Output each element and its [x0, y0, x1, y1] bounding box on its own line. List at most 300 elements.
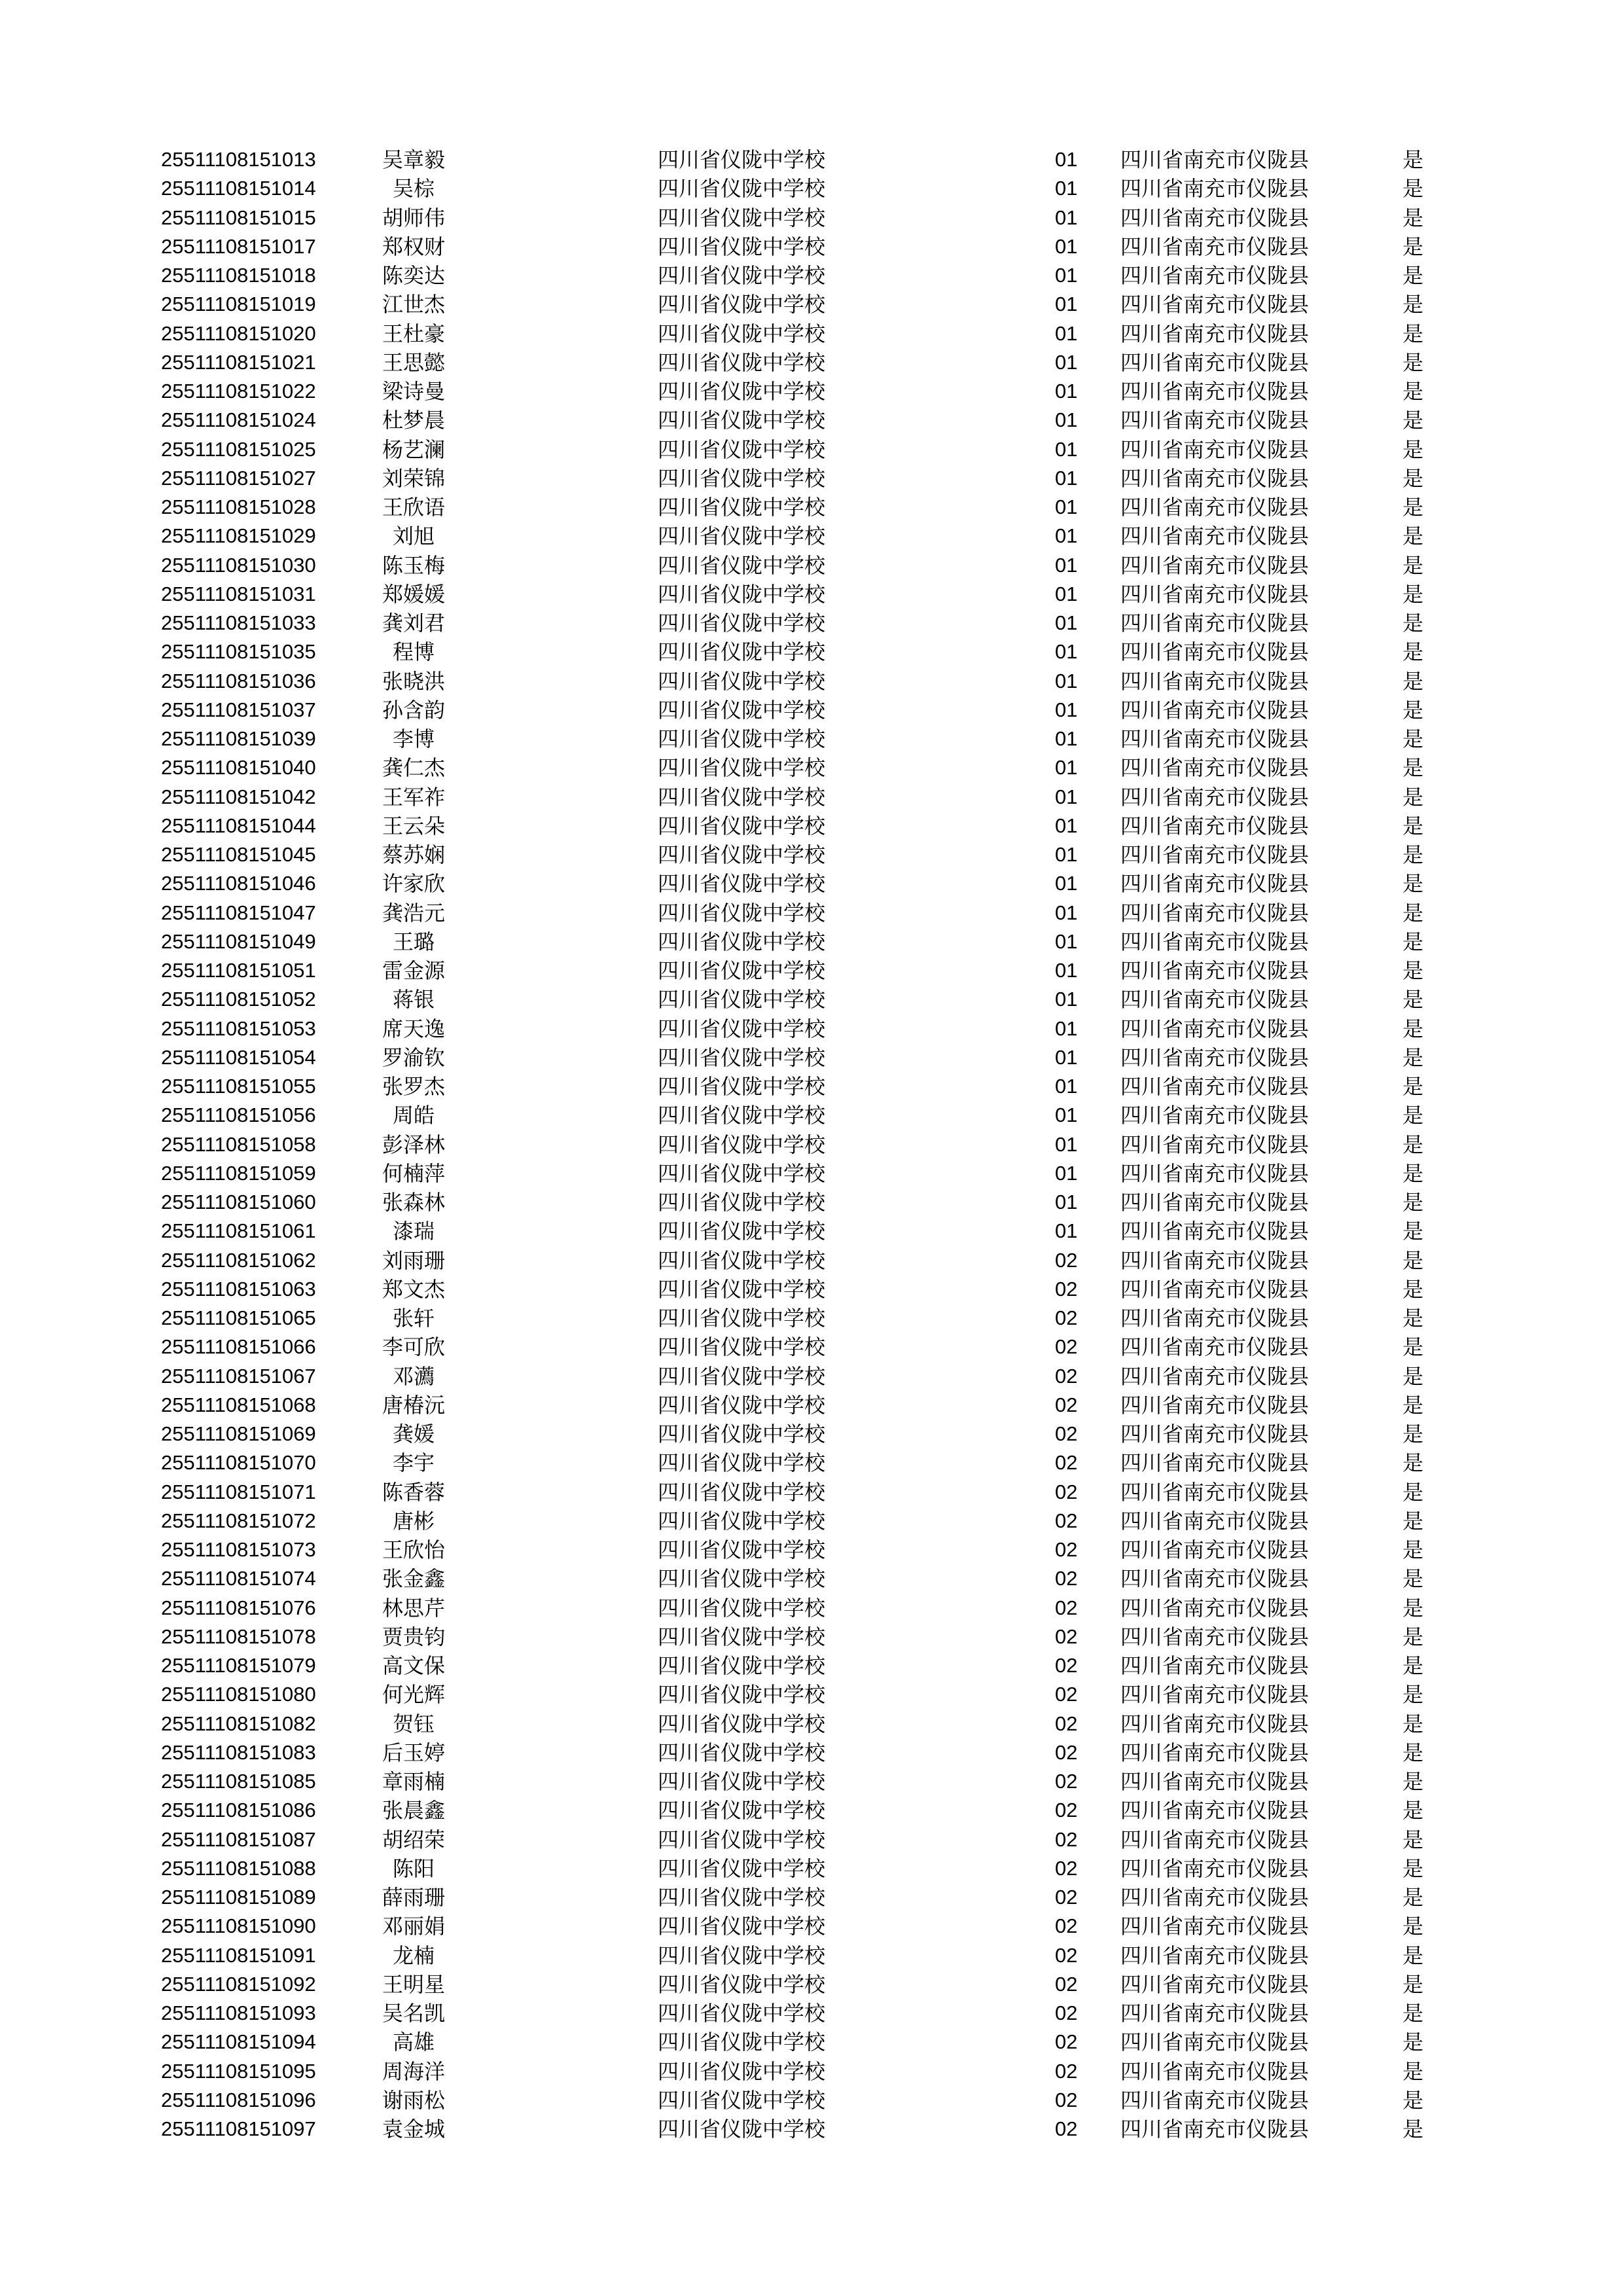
region-cell: 四川省南充市仪陇县	[1120, 697, 1310, 723]
table-row	[0, 261, 1623, 290]
region-cell: 四川省南充市仪陇县	[1120, 2058, 1310, 2084]
table-row	[0, 2115, 1623, 2144]
student-name-cell: 谢雨松	[382, 2087, 445, 2113]
category-code-cell: 02	[1055, 1306, 1078, 1329]
status-flag-cell: 是	[1402, 465, 1424, 491]
category-code-cell: 01	[1055, 756, 1078, 780]
student-name-cell: 张金鑫	[382, 1566, 445, 1592]
exam-id-cell: 25511108151030	[161, 553, 316, 577]
school-cell: 四川省仪陇中学校	[658, 1132, 826, 1157]
table-row	[0, 174, 1623, 203]
category-code-cell: 01	[1055, 1103, 1078, 1127]
category-code-cell: 01	[1055, 901, 1078, 924]
category-code-cell: 02	[1055, 1277, 1078, 1300]
table-row	[0, 1854, 1623, 1883]
status-flag-cell: 是	[1402, 1914, 1424, 1939]
student-name-cell: 吴名凯	[382, 2001, 445, 2026]
table-row	[0, 1188, 1623, 1217]
exam-id-cell: 25511108151017	[161, 234, 316, 258]
school-cell: 四川省仪陇中学校	[658, 2117, 826, 2142]
status-flag-cell: 是	[1402, 1190, 1424, 1215]
status-flag-cell: 是	[1402, 1160, 1424, 1186]
status-flag-cell: 是	[1402, 552, 1424, 578]
exam-id-cell: 25511108151076	[161, 1596, 316, 1619]
category-code-cell: 02	[1055, 1451, 1078, 1475]
region-cell: 四川省南充市仪陇县	[1120, 1132, 1310, 1157]
category-code-cell: 01	[1055, 206, 1078, 229]
category-code-cell: 02	[1055, 1886, 1078, 1909]
category-code-cell: 01	[1055, 293, 1078, 316]
school-cell: 四川省仪陇中学校	[658, 1711, 826, 1736]
exam-id-cell: 25511108151040	[161, 756, 316, 780]
category-code-cell: 01	[1055, 640, 1078, 664]
category-code-cell: 02	[1055, 1827, 1078, 1851]
student-name-cell: 吴棕	[392, 176, 435, 202]
exam-id-cell: 25511108151072	[161, 1509, 316, 1532]
school-cell: 四川省仪陇中学校	[658, 2058, 826, 2084]
exam-id-cell: 25511108151015	[161, 206, 316, 229]
category-code-cell: 02	[1055, 1654, 1078, 1677]
category-code-cell: 01	[1055, 872, 1078, 895]
student-name-cell: 王云朵	[382, 813, 445, 838]
student-name-cell: 高文保	[382, 1653, 445, 1678]
region-cell: 四川省南充市仪陇县	[1120, 292, 1310, 317]
table-row	[0, 2057, 1623, 2086]
exam-id-cell: 25511108151068	[161, 1393, 316, 1416]
exam-id-cell: 25511108151021	[161, 350, 316, 374]
table-row	[0, 1101, 1623, 1130]
student-name-cell: 龚仁杰	[382, 755, 445, 781]
school-cell: 四川省仪陇中学校	[658, 1422, 826, 1446]
school-cell: 四川省仪陇中学校	[658, 1653, 826, 1678]
status-flag-cell: 是	[1402, 1479, 1424, 1505]
exam-id-cell: 25511108151025	[161, 437, 316, 461]
status-flag-cell: 是	[1402, 1450, 1424, 1476]
school-cell: 四川省仪陇中学校	[658, 147, 826, 172]
student-name-cell: 陈阳	[392, 1856, 435, 1881]
table-row	[0, 1159, 1623, 1188]
status-flag-cell: 是	[1402, 1335, 1424, 1360]
status-flag-cell: 是	[1402, 1537, 1424, 1562]
region-cell: 四川省南充市仪陇县	[1120, 1595, 1310, 1621]
table-row	[0, 1333, 1623, 1361]
school-cell: 四川省仪陇中学校	[658, 1247, 826, 1273]
exam-id-cell: 25511108151073	[161, 1538, 316, 1561]
region-cell: 四川省南充市仪陇县	[1120, 1971, 1310, 1997]
status-flag-cell: 是	[1402, 292, 1424, 317]
school-cell: 四川省仪陇中学校	[658, 668, 826, 694]
category-code-cell: 01	[1055, 466, 1078, 490]
table-row	[0, 812, 1623, 840]
region-cell: 四川省南充市仪陇县	[1120, 176, 1310, 202]
school-cell: 四川省仪陇中学校	[658, 1074, 826, 1099]
student-name-cell: 王欣怡	[382, 1537, 445, 1562]
table-row	[0, 1014, 1623, 1043]
region-cell: 四川省南充市仪陇县	[1120, 524, 1310, 549]
region-cell: 四川省南充市仪陇县	[1120, 1045, 1310, 1070]
record-table	[0, 145, 1623, 2144]
table-row	[0, 1535, 1623, 1564]
student-name-cell: 王欣语	[382, 495, 445, 520]
status-flag-cell: 是	[1402, 611, 1424, 636]
student-name-cell: 杜梦晨	[382, 408, 445, 433]
region-cell: 四川省南充市仪陇县	[1120, 900, 1310, 925]
category-code-cell: 02	[1055, 2030, 1078, 2054]
status-flag-cell: 是	[1402, 2001, 1424, 2026]
school-cell: 四川省仪陇中学校	[658, 1537, 826, 1562]
school-cell: 四川省仪陇中学校	[658, 1016, 826, 1041]
category-code-cell: 02	[1055, 1770, 1078, 1793]
student-name-cell: 胡师伟	[382, 205, 445, 230]
student-name-cell: 梁诗曼	[382, 379, 445, 404]
status-flag-cell: 是	[1402, 900, 1424, 925]
student-name-cell: 许家欣	[382, 871, 445, 897]
student-name-cell: 雷金源	[382, 958, 445, 983]
category-code-cell: 01	[1055, 988, 1078, 1011]
region-cell: 四川省南充市仪陇县	[1120, 1653, 1310, 1678]
status-flag-cell: 是	[1402, 321, 1424, 346]
exam-id-cell: 25511108151051	[161, 959, 316, 982]
region-cell: 四川省南充市仪陇县	[1120, 408, 1310, 433]
school-cell: 四川省仪陇中学校	[658, 1914, 826, 1939]
status-flag-cell: 是	[1402, 1885, 1424, 1910]
region-cell: 四川省南充市仪陇县	[1120, 987, 1310, 1013]
region-cell: 四川省南充市仪陇县	[1120, 1827, 1310, 1852]
category-code-cell: 02	[1055, 1712, 1078, 1735]
student-name-cell: 王璐	[392, 929, 435, 954]
exam-id-cell: 25511108151089	[161, 1886, 316, 1909]
region-cell: 四川省南充市仪陇县	[1120, 958, 1310, 983]
region-cell: 四川省南充市仪陇县	[1120, 2001, 1310, 2026]
table-row	[0, 609, 1623, 637]
school-cell: 四川省仪陇中学校	[658, 524, 826, 549]
region-cell: 四川省南充市仪陇县	[1120, 1798, 1310, 1823]
student-name-cell: 陈奕达	[382, 263, 445, 288]
exam-id-cell: 25511108151065	[161, 1306, 316, 1329]
category-code-cell: 01	[1055, 1191, 1078, 1213]
category-code-cell: 02	[1055, 1914, 1078, 1938]
table-row	[0, 1623, 1623, 1651]
exam-id-cell: 25511108151085	[161, 1770, 316, 1793]
exam-id-cell: 25511108151024	[161, 408, 316, 432]
school-cell: 四川省仪陇中学校	[658, 1943, 826, 1968]
region-cell: 四川省南充市仪陇县	[1120, 552, 1310, 578]
school-cell: 四川省仪陇中学校	[658, 408, 826, 433]
status-flag-cell: 是	[1402, 668, 1424, 694]
status-flag-cell: 是	[1402, 726, 1424, 751]
category-code-cell: 01	[1055, 350, 1078, 374]
table-row	[0, 1246, 1623, 1275]
school-cell: 四川省仪陇中学校	[658, 929, 826, 954]
student-name-cell: 何光辉	[382, 1682, 445, 1708]
student-name-cell: 杨艺澜	[382, 437, 445, 462]
student-name-cell: 刘雨珊	[382, 1247, 445, 1273]
exam-id-cell: 25511108151095	[161, 2059, 316, 2083]
student-name-cell: 刘荣锦	[382, 465, 445, 491]
status-flag-cell: 是	[1402, 350, 1424, 375]
category-code-cell: 02	[1055, 2117, 1078, 2140]
student-name-cell: 刘旭	[392, 524, 435, 549]
school-cell: 四川省仪陇中学校	[658, 581, 826, 607]
category-code-cell: 01	[1055, 1161, 1078, 1185]
school-cell: 四川省仪陇中学校	[658, 321, 826, 346]
region-cell: 四川省南充市仪陇县	[1120, 2087, 1310, 2113]
table-row	[0, 1825, 1623, 1854]
table-row	[0, 956, 1623, 985]
region-cell: 四川省南充市仪陇县	[1120, 1885, 1310, 1910]
table-row	[0, 1420, 1623, 1448]
school-cell: 四川省仪陇中学校	[658, 987, 826, 1013]
exam-id-cell: 25511108151044	[161, 814, 316, 837]
region-cell: 四川省南充市仪陇县	[1120, 1479, 1310, 1505]
student-name-cell: 龚刘君	[382, 611, 445, 636]
category-code-cell: 02	[1055, 1856, 1078, 1880]
school-cell: 四川省仪陇中学校	[658, 784, 826, 810]
student-name-cell: 王明星	[382, 1971, 445, 1997]
exam-id-cell: 25511108151058	[161, 1132, 316, 1156]
student-name-cell: 郑文杰	[382, 1276, 445, 1302]
category-code-cell: 01	[1055, 1075, 1078, 1098]
exam-id-cell: 25511108151037	[161, 698, 316, 721]
table-row	[0, 377, 1623, 406]
student-name-cell: 薛雨珊	[382, 1885, 445, 1910]
category-code-cell: 01	[1055, 408, 1078, 432]
region-cell: 四川省南充市仪陇县	[1120, 2030, 1310, 2055]
region-cell: 四川省南充市仪陇县	[1120, 1856, 1310, 1881]
region-cell: 四川省南充市仪陇县	[1120, 321, 1310, 346]
category-code-cell: 01	[1055, 582, 1078, 605]
student-name-cell: 孙含韵	[382, 697, 445, 723]
status-flag-cell: 是	[1402, 958, 1424, 983]
region-cell: 四川省南充市仪陇县	[1120, 350, 1310, 375]
student-name-cell: 林思芹	[382, 1595, 445, 1621]
student-name-cell: 邓丽娟	[382, 1914, 445, 1939]
category-code-cell: 02	[1055, 1393, 1078, 1416]
category-code-cell: 01	[1055, 669, 1078, 692]
exam-id-cell: 25511108151083	[161, 1740, 316, 1764]
exam-id-cell: 25511108151018	[161, 264, 316, 287]
table-row	[0, 1680, 1623, 1709]
category-code-cell: 02	[1055, 1596, 1078, 1619]
student-name-cell: 吴章毅	[382, 147, 445, 172]
category-code-cell: 01	[1055, 611, 1078, 634]
table-row	[0, 1130, 1623, 1159]
table-row	[0, 1710, 1623, 1738]
school-cell: 四川省仪陇中学校	[658, 1769, 826, 1794]
category-code-cell: 01	[1055, 553, 1078, 577]
table-row	[0, 696, 1623, 725]
region-cell: 四川省南充市仪陇县	[1120, 1016, 1310, 1041]
table-row	[0, 1564, 1623, 1593]
table-row	[0, 145, 1623, 174]
school-cell: 四川省仪陇中学校	[658, 176, 826, 202]
table-row	[0, 1651, 1623, 1680]
exam-id-cell: 25511108151062	[161, 1248, 316, 1272]
student-name-cell: 周海洋	[382, 2058, 445, 2084]
status-flag-cell: 是	[1402, 205, 1424, 230]
category-code-cell: 02	[1055, 1683, 1078, 1706]
table-row	[0, 1072, 1623, 1101]
status-flag-cell: 是	[1402, 1624, 1424, 1649]
category-code-cell: 01	[1055, 843, 1078, 866]
status-flag-cell: 是	[1402, 784, 1424, 810]
status-flag-cell: 是	[1402, 1247, 1424, 1273]
school-cell: 四川省仪陇中学校	[658, 1885, 826, 1910]
category-code-cell: 01	[1055, 727, 1078, 750]
category-code-cell: 02	[1055, 1509, 1078, 1532]
status-flag-cell: 是	[1402, 1045, 1424, 1070]
school-cell: 四川省仪陇中学校	[658, 900, 826, 925]
exam-id-cell: 25511108151088	[161, 1856, 316, 1880]
category-code-cell: 01	[1055, 264, 1078, 287]
table-row	[0, 753, 1623, 782]
region-cell: 四川省南充市仪陇县	[1120, 639, 1310, 665]
region-cell: 四川省南充市仪陇县	[1120, 1276, 1310, 1302]
student-name-cell: 郑权财	[382, 234, 445, 259]
category-code-cell: 01	[1055, 234, 1078, 258]
school-cell: 四川省仪陇中学校	[658, 1045, 826, 1070]
table-row	[0, 522, 1623, 550]
table-row	[0, 1478, 1623, 1507]
table-row	[0, 435, 1623, 464]
exam-id-cell: 25511108151094	[161, 2030, 316, 2054]
status-flag-cell: 是	[1402, 1132, 1424, 1157]
region-cell: 四川省南充市仪陇县	[1120, 1074, 1310, 1099]
exam-id-cell: 25511108151053	[161, 1016, 316, 1040]
table-row	[0, 580, 1623, 609]
status-flag-cell: 是	[1402, 1682, 1424, 1708]
school-cell: 四川省仪陇中学校	[658, 1798, 826, 1823]
category-code-cell: 02	[1055, 1480, 1078, 1503]
student-name-cell: 陈香蓉	[382, 1479, 445, 1505]
category-code-cell: 02	[1055, 1799, 1078, 1822]
status-flag-cell: 是	[1402, 1740, 1424, 1765]
region-cell: 四川省南充市仪陇县	[1120, 2117, 1310, 2142]
exam-id-cell: 25511108151082	[161, 1712, 316, 1735]
status-flag-cell: 是	[1402, 639, 1424, 665]
school-cell: 四川省仪陇中学校	[658, 350, 826, 375]
school-cell: 四川省仪陇中学校	[658, 2001, 826, 2026]
region-cell: 四川省南充市仪陇县	[1120, 263, 1310, 288]
category-code-cell: 02	[1055, 1364, 1078, 1388]
student-name-cell: 胡绍荣	[382, 1827, 445, 1852]
category-code-cell: 01	[1055, 177, 1078, 200]
category-code-cell: 02	[1055, 1972, 1078, 1996]
table-row	[0, 2028, 1623, 2056]
status-flag-cell: 是	[1402, 408, 1424, 433]
region-cell: 四川省南充市仪陇县	[1120, 1682, 1310, 1708]
category-code-cell: 02	[1055, 2088, 1078, 2111]
exam-id-cell: 25511108151069	[161, 1422, 316, 1445]
category-code-cell: 02	[1055, 1335, 1078, 1359]
region-cell: 四川省南充市仪陇县	[1120, 726, 1310, 751]
exam-id-cell: 25511108151070	[161, 1451, 316, 1475]
category-code-cell: 02	[1055, 1538, 1078, 1561]
table-row	[0, 869, 1623, 898]
category-code-cell: 01	[1055, 437, 1078, 461]
table-row	[0, 204, 1623, 232]
table-row	[0, 667, 1623, 696]
status-flag-cell: 是	[1402, 1653, 1424, 1678]
student-name-cell: 张森林	[382, 1190, 445, 1215]
student-name-cell: 章雨楠	[382, 1769, 445, 1794]
table-row	[0, 1941, 1623, 1970]
school-cell: 四川省仪陇中学校	[658, 465, 826, 491]
status-flag-cell: 是	[1402, 1711, 1424, 1736]
region-cell: 四川省南充市仪陇县	[1120, 1711, 1310, 1736]
exam-id-cell: 25511108151022	[161, 380, 316, 403]
status-flag-cell: 是	[1402, 1306, 1424, 1331]
region-cell: 四川省南充市仪陇县	[1120, 1190, 1310, 1215]
school-cell: 四川省仪陇中学校	[658, 205, 826, 230]
table-row	[0, 1304, 1623, 1333]
category-code-cell: 01	[1055, 380, 1078, 403]
table-row	[0, 1738, 1623, 1767]
table-row	[0, 1217, 1623, 1246]
status-flag-cell: 是	[1402, 1769, 1424, 1794]
student-name-cell: 张晓洪	[382, 668, 445, 694]
exam-id-cell: 25511108151013	[161, 148, 316, 171]
status-flag-cell: 是	[1402, 1856, 1424, 1881]
student-name-cell: 唐彬	[392, 1508, 435, 1534]
category-code-cell: 02	[1055, 1422, 1078, 1445]
school-cell: 四川省仪陇中学校	[658, 1363, 826, 1389]
student-name-cell: 漆瑞	[392, 1219, 435, 1244]
status-flag-cell: 是	[1402, 697, 1424, 723]
region-cell: 四川省南充市仪陇县	[1120, 929, 1310, 954]
status-flag-cell: 是	[1402, 1103, 1424, 1128]
exam-id-cell: 25511108151086	[161, 1799, 316, 1822]
school-cell: 四川省仪陇中学校	[658, 639, 826, 665]
table-row	[0, 1507, 1623, 1535]
student-name-cell: 张轩	[392, 1306, 435, 1331]
category-code-cell: 01	[1055, 524, 1078, 548]
status-flag-cell: 是	[1402, 2030, 1424, 2055]
status-flag-cell: 是	[1402, 1363, 1424, 1389]
school-cell: 四川省仪陇中学校	[658, 1508, 826, 1534]
exam-id-cell: 25511108151080	[161, 1683, 316, 1706]
table-row	[0, 348, 1623, 377]
status-flag-cell: 是	[1402, 871, 1424, 897]
school-cell: 四川省仪陇中学校	[658, 263, 826, 288]
table-row	[0, 783, 1623, 812]
school-cell: 四川省仪陇中学校	[658, 2087, 826, 2113]
school-cell: 四川省仪陇中学校	[658, 379, 826, 404]
table-row	[0, 840, 1623, 869]
student-name-cell: 王思懿	[382, 350, 445, 375]
region-cell: 四川省南充市仪陇县	[1120, 465, 1310, 491]
status-flag-cell: 是	[1402, 813, 1424, 838]
region-cell: 四川省南充市仪陇县	[1120, 1566, 1310, 1592]
exam-id-cell: 25511108151079	[161, 1654, 316, 1677]
region-cell: 四川省南充市仪陇县	[1120, 1219, 1310, 1244]
student-name-cell: 王杜豪	[382, 321, 445, 346]
table-row	[0, 319, 1623, 348]
region-cell: 四川省南充市仪陇县	[1120, 1624, 1310, 1649]
school-cell: 四川省仪陇中学校	[658, 1682, 826, 1708]
school-cell: 四川省仪陇中学校	[658, 495, 826, 520]
status-flag-cell: 是	[1402, 1276, 1424, 1302]
status-flag-cell: 是	[1402, 1566, 1424, 1592]
status-flag-cell: 是	[1402, 581, 1424, 607]
school-cell: 四川省仪陇中学校	[658, 552, 826, 578]
table-row	[0, 927, 1623, 956]
school-cell: 四川省仪陇中学校	[658, 1335, 826, 1360]
status-flag-cell: 是	[1402, 147, 1424, 172]
category-code-cell: 01	[1055, 148, 1078, 171]
region-cell: 四川省南充市仪陇县	[1120, 1943, 1310, 1968]
school-cell: 四川省仪陇中学校	[658, 1103, 826, 1128]
